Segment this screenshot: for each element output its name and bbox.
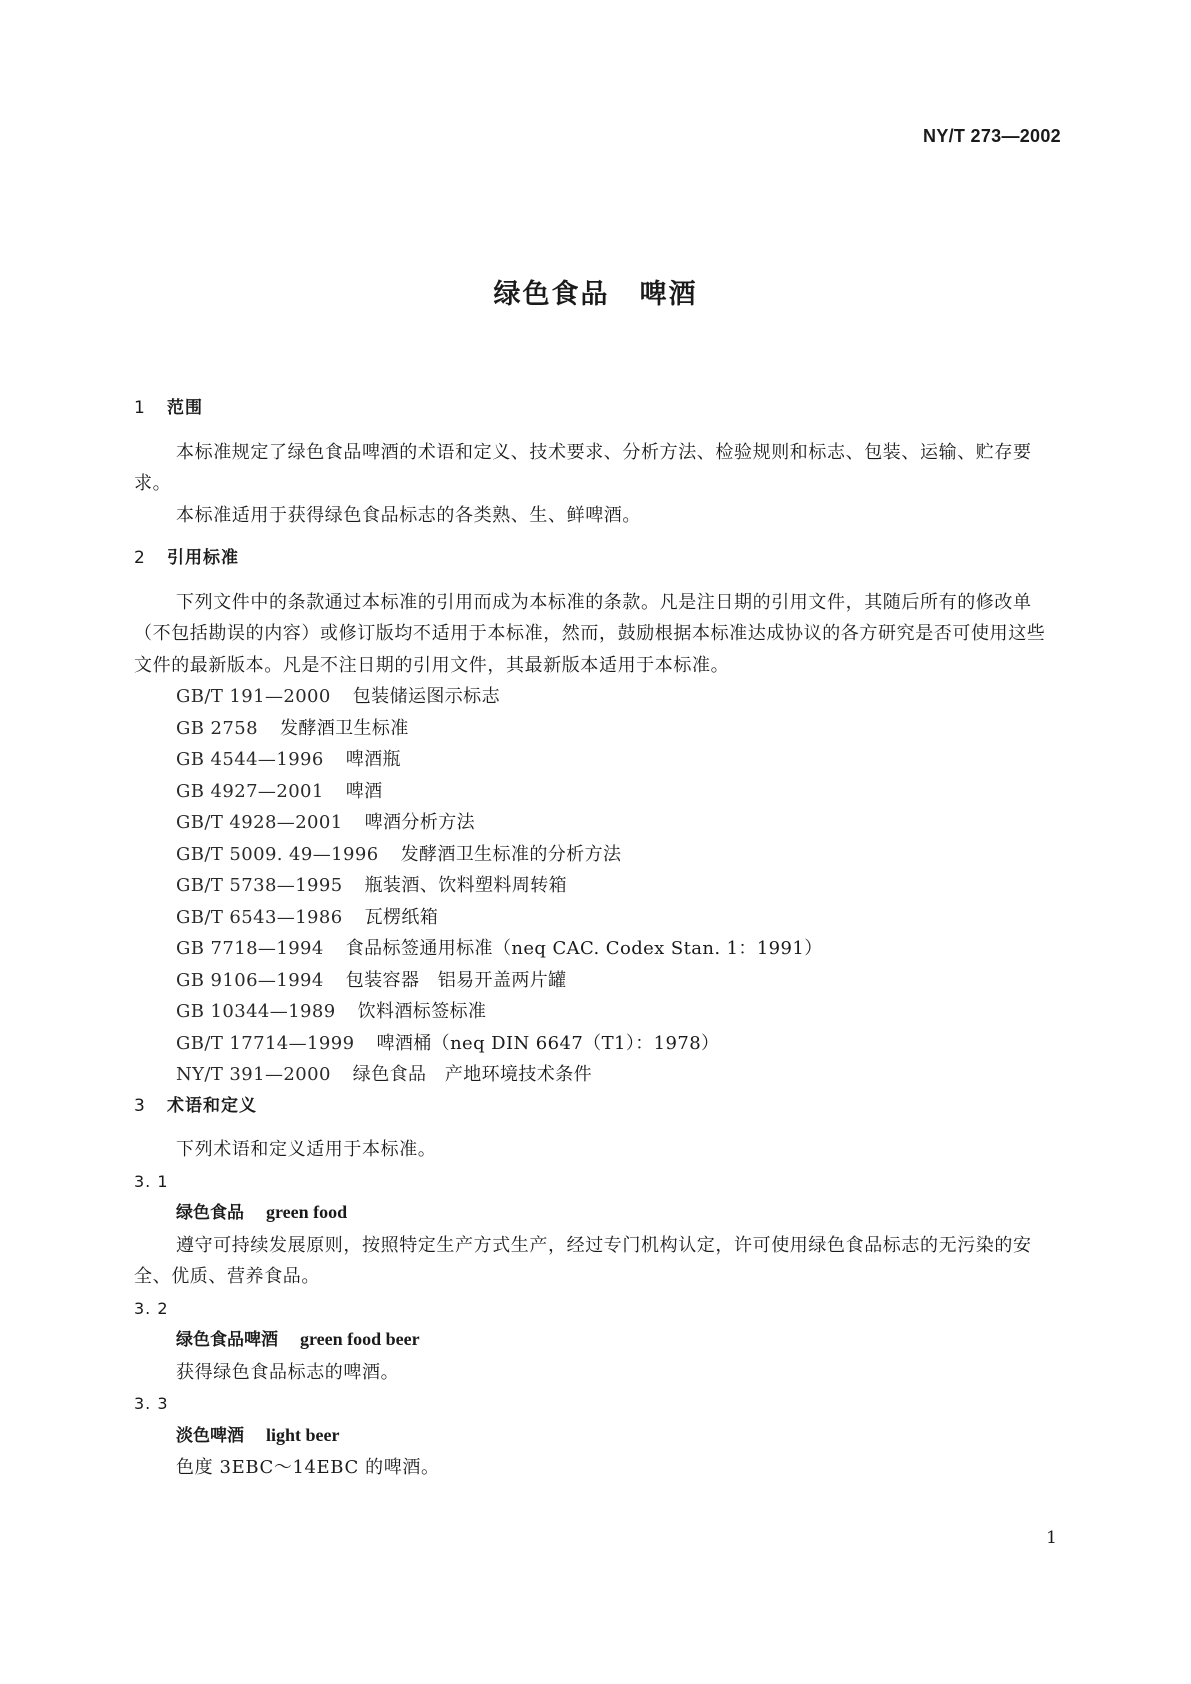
section-3-heading xyxy=(134,1091,1060,1123)
term-zh: 绿色食品啤酒 xyxy=(176,1330,278,1350)
term-en: light beer xyxy=(266,1424,340,1445)
reference-title: 瓦楞纸箱 xyxy=(364,906,439,928)
reference-item xyxy=(134,713,1060,745)
term-definition: 色度 3EBC～14EBC 的啤酒。 xyxy=(176,1457,440,1478)
reference-code: GB 4544—1996 xyxy=(176,749,324,770)
reference-item xyxy=(134,1059,1060,1091)
reference-code: GB 7718—1994 xyxy=(176,938,324,959)
term-heading xyxy=(134,1324,1060,1357)
reference-item xyxy=(134,744,1060,776)
section-3-number: 3 xyxy=(134,1095,146,1116)
section-3-intro: 下列术语和定义适用于本标准。 xyxy=(176,1139,437,1160)
document-body xyxy=(134,393,1060,1484)
term-heading xyxy=(134,1420,1060,1453)
reference-item xyxy=(134,933,1060,965)
term-en: green food xyxy=(266,1202,348,1222)
reference-title: 包装储运图示标志 xyxy=(352,686,500,707)
reference-title: 发酵酒卫生标准的分析方法 xyxy=(400,843,622,865)
section-1-paragraph-1: 本标准规定了绿色食品啤酒的术语和定义、技术要求、分析方法、检验规则和标志、包装、运输、贮存要求。 xyxy=(134,441,1032,494)
reference-title: 啤酒分析方法 xyxy=(364,812,476,833)
reference-code: GB 4927—2001 xyxy=(176,780,324,802)
reference-item xyxy=(134,807,1060,839)
term-en: green food beer xyxy=(300,1329,420,1349)
reference-item xyxy=(134,776,1060,808)
term-number: 3. 1 xyxy=(134,1171,169,1191)
reference-title: 饮料酒标签标准 xyxy=(357,1001,487,1022)
reference-code: GB/T 4928—2001 xyxy=(176,812,343,833)
reference-code: GB 10344—1989 xyxy=(176,1001,336,1022)
reference-code: GB 9106—1994 xyxy=(176,969,324,991)
reference-code: GB/T 5009. 49—1996 xyxy=(176,843,379,865)
section-1-paragraph-2: 本标准适用于获得绿色食品标志的各类熟、生、鲜啤酒。 xyxy=(176,504,641,526)
section-3-title: 术语和定义 xyxy=(167,1095,257,1116)
reference-item xyxy=(134,996,1060,1028)
title-part-2: 啤酒 xyxy=(639,279,698,310)
section-2-title: 引用标准 xyxy=(167,548,239,568)
section-1-title: 范围 xyxy=(167,398,203,418)
reference-code: GB/T 191—2000 xyxy=(176,686,331,707)
standard-code: NY/T 273—2002 xyxy=(923,126,1061,146)
reference-code: GB/T 5738—1995 xyxy=(176,875,343,896)
reference-title: 啤酒 xyxy=(345,780,383,802)
reference-title: 食品标签通用标准（neq CAC. Codex Stan. 1：1991） xyxy=(345,938,823,959)
term-heading xyxy=(134,1197,1060,1230)
reference-item xyxy=(134,839,1060,871)
section-2-intro: 下列文件中的条款通过本标准的引用而成为本标准的条款。凡是注日期的引用文件，其随后所有的修改单（不包括勘误的内容）或修订版均不适用于本标准，然而，鼓励根据本标准达成协议的各方研究是否可使用这些文件的最新版本。凡是不注日期的引用文件，其最新版本适用于本标准。 xyxy=(134,591,1046,676)
reference-title: 瓶装酒、饮料塑料周转箱 xyxy=(364,875,568,896)
section-1-heading xyxy=(134,393,1060,425)
term-entry xyxy=(134,1166,1060,1293)
reference-code: GB 2758 xyxy=(176,717,258,739)
reference-item xyxy=(134,1028,1060,1060)
term-zh: 淡色啤酒 xyxy=(176,1425,244,1446)
reference-title: 啤酒桶（neq DIN 6647（T1）：1978） xyxy=(376,1032,720,1054)
title-part-1: 绿色食品 xyxy=(493,279,610,310)
section-2-heading xyxy=(134,543,1060,575)
term-entry xyxy=(134,1388,1060,1484)
term-definition: 获得绿色食品标志的啤酒。 xyxy=(176,1361,400,1383)
term-zh: 绿色食品 xyxy=(176,1203,244,1223)
document-title xyxy=(0,272,1191,311)
reference-item xyxy=(134,965,1060,997)
reference-title: 发酵酒卫生标准 xyxy=(279,717,409,739)
reference-code: NY/T 391—2000 xyxy=(176,1064,331,1085)
reference-list xyxy=(134,681,1060,1091)
term-definition: 遵守可持续发展原则，按照特定生产方式生产，经过专门机构认定，许可使用绿色食品标志的无污染的安全、优质、营养食品。 xyxy=(134,1234,1032,1287)
reference-item xyxy=(134,681,1060,713)
term-number: 3. 3 xyxy=(134,1394,169,1413)
term-entry xyxy=(134,1293,1060,1389)
reference-title: 啤酒瓶 xyxy=(345,749,401,770)
reference-title: 绿色食品 产地环境技术条件 xyxy=(352,1064,592,1085)
reference-item xyxy=(134,902,1060,934)
reference-code: GB/T 6543—1986 xyxy=(176,906,343,928)
term-number: 3. 2 xyxy=(134,1298,169,1318)
page-number: 1 xyxy=(1046,1528,1057,1548)
reference-title: 包装容器 铝易开盖两片罐 xyxy=(345,969,567,991)
reference-item xyxy=(134,870,1060,902)
section-2-number: 2 xyxy=(134,548,146,568)
section-1-number: 1 xyxy=(134,398,146,418)
reference-code: GB/T 17714—1999 xyxy=(176,1032,355,1054)
